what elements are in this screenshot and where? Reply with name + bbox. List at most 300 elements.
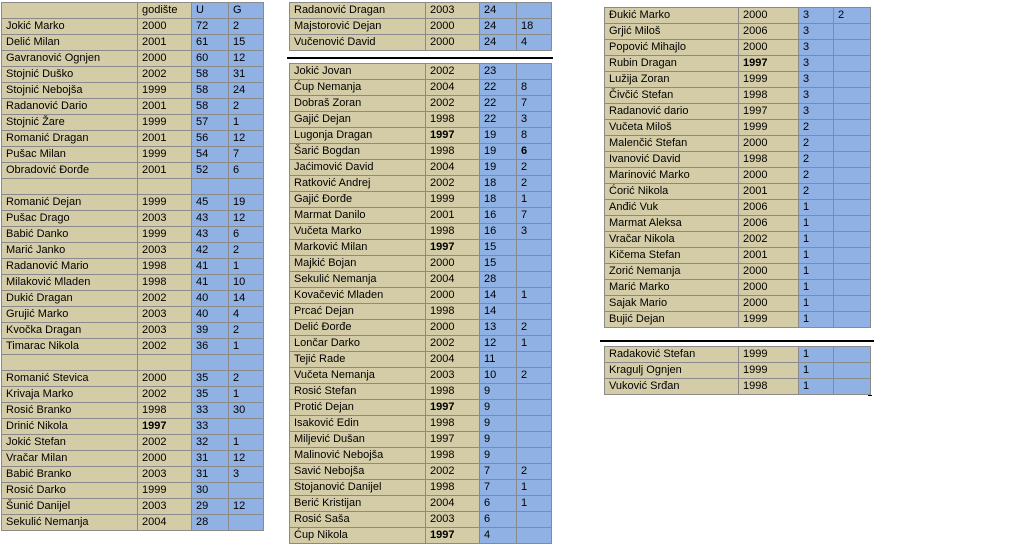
player-year: 2001 (138, 131, 192, 147)
player-name: Popović Mihajlo (605, 40, 739, 56)
player-name: Radanović Dario (2, 99, 138, 115)
player-year: 1998 (426, 144, 480, 160)
table-row (2, 387, 264, 403)
player-g (834, 216, 871, 232)
player-year: 2000 (739, 40, 799, 56)
table-row (290, 96, 552, 112)
player-year: 2004 (138, 515, 192, 531)
player-name: Drinić Nikola (2, 419, 138, 435)
player-g (517, 400, 552, 416)
player-u: 2 (799, 184, 834, 200)
player-name: Malenčić Stefan (605, 136, 739, 152)
player-name (2, 179, 138, 195)
table-col1 (1, 2, 264, 531)
player-g (517, 432, 552, 448)
player-name: Dukić Dragan (2, 291, 138, 307)
player-name: Ivanović David (605, 152, 739, 168)
player-year: 2006 (739, 216, 799, 232)
player-g: 1 (229, 259, 264, 275)
player-name: Delić Đorđe (290, 320, 426, 336)
table-row (605, 72, 871, 88)
player-year: 2000 (426, 288, 480, 304)
player-u: 19 (480, 128, 517, 144)
player-year: 1998 (426, 480, 480, 496)
table-row (290, 224, 552, 240)
player-name: Rosić Stefan (290, 384, 426, 400)
player-year: 1999 (739, 72, 799, 88)
player-g: 7 (229, 147, 264, 163)
table-row (2, 211, 264, 227)
player-u: 3 (799, 104, 834, 120)
player-name: Kvočka Dragan (2, 323, 138, 339)
player-u: 1 (799, 363, 834, 379)
player-g (834, 248, 871, 264)
player-name: Kovačević Mladen (290, 288, 426, 304)
player-u: 2 (799, 120, 834, 136)
player-name: Tejić Rade (290, 352, 426, 368)
table-row (290, 192, 552, 208)
player-year: 2000 (739, 296, 799, 312)
player-u: 1 (799, 347, 834, 363)
player-u: 43 (192, 227, 229, 243)
player-name: Grujić Marko (2, 307, 138, 323)
table-row (290, 256, 552, 272)
player-year: 2000 (138, 19, 192, 35)
player-year: 1998 (426, 112, 480, 128)
table-row (605, 248, 871, 264)
player-g (517, 256, 552, 272)
player-name: Grjić Miloš (605, 24, 739, 40)
table-row (2, 515, 264, 531)
table-row (2, 67, 264, 83)
player-name: Vuković Srđan (605, 379, 739, 395)
table-row (605, 184, 871, 200)
player-name: Kičema Stefan (605, 248, 739, 264)
table-row (605, 200, 871, 216)
player-g: 3 (517, 112, 552, 128)
player-name: Čivčić Stefan (605, 88, 739, 104)
player-name: Ratković Andrej (290, 176, 426, 192)
player-u: 6 (480, 496, 517, 512)
player-g: 1 (517, 480, 552, 496)
player-name: Malinović Nebojša (290, 448, 426, 464)
player-u: 18 (480, 192, 517, 208)
player-u: 40 (192, 307, 229, 323)
player-u: 18 (480, 176, 517, 192)
player-g: 14 (229, 291, 264, 307)
header-g: G (229, 3, 264, 19)
player-name: Radanović Mario (2, 259, 138, 275)
player-g: 2 (517, 176, 552, 192)
player-name: Đukić Marko (605, 8, 739, 24)
player-u: 28 (480, 272, 517, 288)
player-g: 12 (229, 131, 264, 147)
player-u: 24 (480, 19, 517, 35)
player-g: 2 (834, 8, 871, 24)
player-g (229, 483, 264, 499)
player-name: Timarac Nikola (2, 339, 138, 355)
player-name: Majkić Bojan (290, 256, 426, 272)
divider-col3 (600, 340, 874, 342)
player-g: 12 (229, 211, 264, 227)
player-u: 43 (192, 211, 229, 227)
table-col3-bottom (604, 346, 871, 395)
player-name: Babić Danko (2, 227, 138, 243)
player-year: 2002 (739, 232, 799, 248)
player-u: 9 (480, 384, 517, 400)
player-g (834, 104, 871, 120)
table-row (2, 355, 264, 371)
player-g: 2 (229, 243, 264, 259)
player-g: 2 (517, 368, 552, 384)
player-u (192, 179, 229, 195)
player-name: Marković Milan (290, 240, 426, 256)
player-g (834, 72, 871, 88)
table-row (290, 176, 552, 192)
player-year: 2001 (739, 248, 799, 264)
player-year: 1997 (426, 432, 480, 448)
player-u: 33 (192, 403, 229, 419)
table-row (290, 304, 552, 320)
player-u: 72 (192, 19, 229, 35)
table-col2 (289, 63, 552, 544)
player-g: 3 (517, 224, 552, 240)
player-name: Anđić Vuk (605, 200, 739, 216)
table-col3 (604, 7, 871, 328)
player-year: 2004 (426, 496, 480, 512)
player-year: 2003 (138, 243, 192, 259)
player-g (834, 152, 871, 168)
player-name: Gajić Đorđe (290, 192, 426, 208)
player-year: 1999 (426, 192, 480, 208)
player-g (517, 3, 552, 19)
player-name: Stojnić Nebojša (2, 83, 138, 99)
player-name: Radaković Stefan (605, 347, 739, 363)
player-u: 57 (192, 115, 229, 131)
player-g (834, 232, 871, 248)
player-year: 2003 (426, 368, 480, 384)
player-year: 2002 (426, 64, 480, 80)
player-g (834, 40, 871, 56)
player-name: Šarić Bogdan (290, 144, 426, 160)
player-year: 2003 (138, 499, 192, 515)
player-year: 2003 (138, 323, 192, 339)
player-name: Krivaja Marko (2, 387, 138, 403)
player-name: Zorić Nemanja (605, 264, 739, 280)
player-g: 2 (229, 19, 264, 35)
player-g (834, 280, 871, 296)
player-u: 15 (480, 240, 517, 256)
table-row (2, 35, 264, 51)
player-g: 4 (517, 35, 552, 51)
player-year: 2001 (426, 208, 480, 224)
table-row (290, 19, 552, 35)
table-row (605, 379, 871, 395)
player-year: 2001 (138, 35, 192, 51)
player-year: 2002 (138, 291, 192, 307)
table-row (605, 88, 871, 104)
player-name: Stojnić Žare (2, 115, 138, 131)
player-g (517, 512, 552, 528)
table-row (290, 384, 552, 400)
player-name: Vučeta Miloš (605, 120, 739, 136)
player-name: Pušac Milan (2, 147, 138, 163)
player-u: 1 (799, 379, 834, 395)
player-g (517, 304, 552, 320)
player-name: Jokić Marko (2, 19, 138, 35)
player-u: 6 (480, 512, 517, 528)
player-u: 58 (192, 83, 229, 99)
player-u (192, 355, 229, 371)
player-u: 56 (192, 131, 229, 147)
player-u: 9 (480, 416, 517, 432)
player-name: Rosić Saša (290, 512, 426, 528)
table-row (2, 163, 264, 179)
table-row (290, 496, 552, 512)
table-row (605, 136, 871, 152)
player-name: Kragulj Ognjen (605, 363, 739, 379)
table-row (290, 80, 552, 96)
player-year: 2000 (426, 320, 480, 336)
player-g: 1 (229, 435, 264, 451)
player-g: 2 (517, 464, 552, 480)
player-year: 1999 (739, 312, 799, 328)
player-year: 2003 (426, 512, 480, 528)
table-row (605, 296, 871, 312)
player-name: Rosić Darko (2, 483, 138, 499)
player-year (138, 355, 192, 371)
table-row (2, 227, 264, 243)
player-year: 2000 (739, 280, 799, 296)
player-g: 2 (517, 160, 552, 176)
player-year: 2006 (739, 24, 799, 40)
player-u: 58 (192, 99, 229, 115)
player-g: 8 (517, 128, 552, 144)
player-name: Isaković Edin (290, 416, 426, 432)
player-name (2, 355, 138, 371)
table-row (605, 264, 871, 280)
header-year: godište (138, 3, 192, 19)
player-u: 24 (480, 35, 517, 51)
player-name: Gajić Dejan (290, 112, 426, 128)
player-g: 31 (229, 67, 264, 83)
player-g: 18 (517, 19, 552, 35)
player-year: 1999 (739, 347, 799, 363)
player-year: 2002 (138, 387, 192, 403)
player-u: 15 (480, 256, 517, 272)
table-row (605, 24, 871, 40)
table-row (290, 480, 552, 496)
table-row (2, 195, 264, 211)
player-u: 1 (799, 296, 834, 312)
player-u: 22 (480, 80, 517, 96)
table-row (290, 352, 552, 368)
table-row (2, 131, 264, 147)
player-year (138, 179, 192, 195)
player-name: Radanović Dragan (290, 3, 426, 19)
player-u: 1 (799, 200, 834, 216)
table-row (290, 128, 552, 144)
player-u: 2 (799, 168, 834, 184)
player-year: 1997 (426, 240, 480, 256)
player-u: 3 (799, 8, 834, 24)
player-u: 35 (192, 371, 229, 387)
player-g: 7 (517, 208, 552, 224)
player-g: 1 (229, 387, 264, 403)
player-name: Majstorović Dejan (290, 19, 426, 35)
player-name: Obradović Đorđe (2, 163, 138, 179)
player-u: 1 (799, 232, 834, 248)
player-u: 30 (192, 483, 229, 499)
player-u: 3 (799, 88, 834, 104)
player-year: 2002 (426, 96, 480, 112)
player-g (834, 56, 871, 72)
player-g: 24 (229, 83, 264, 99)
player-name: Bujić Dejan (605, 312, 739, 328)
player-g: 6 (517, 144, 552, 160)
table-row (605, 168, 871, 184)
player-year: 1998 (739, 88, 799, 104)
player-year: 2000 (739, 136, 799, 152)
player-name: Romanić Dragan (2, 131, 138, 147)
player-name: Vučeta Nemanja (290, 368, 426, 384)
player-year: 2002 (426, 464, 480, 480)
player-year: 1997 (426, 528, 480, 544)
table-row (2, 275, 264, 291)
player-g: 1 (229, 339, 264, 355)
player-u: 16 (480, 224, 517, 240)
table-row (290, 272, 552, 288)
table-row (2, 115, 264, 131)
player-name: Lugonja Dragan (290, 128, 426, 144)
player-year: 1999 (138, 195, 192, 211)
table-row (290, 64, 552, 80)
player-name: Stojnić Duško (2, 67, 138, 83)
player-year: 2004 (426, 272, 480, 288)
player-u: 24 (480, 3, 517, 19)
table-row (2, 499, 264, 515)
player-g (834, 379, 871, 395)
player-name: Sajak Mario (605, 296, 739, 312)
table-row (605, 104, 871, 120)
player-name: Lončar Darko (290, 336, 426, 352)
player-name: Vračar Nikola (605, 232, 739, 248)
player-year: 1998 (426, 304, 480, 320)
player-name: Jaćimović David (290, 160, 426, 176)
player-year: 1997 (138, 419, 192, 435)
player-g: 8 (517, 80, 552, 96)
player-g: 19 (229, 195, 264, 211)
player-u: 9 (480, 432, 517, 448)
player-g: 2 (229, 99, 264, 115)
player-g: 4 (229, 307, 264, 323)
player-g (517, 352, 552, 368)
player-name: Jokić Jovan (290, 64, 426, 80)
player-g (834, 24, 871, 40)
player-g (834, 312, 871, 328)
player-g: 1 (517, 192, 552, 208)
player-name: Radanović dario (605, 104, 739, 120)
player-u: 2 (799, 136, 834, 152)
player-year: 1998 (426, 448, 480, 464)
player-year: 1998 (138, 275, 192, 291)
table-row (2, 179, 264, 195)
table-row (290, 368, 552, 384)
player-u: 12 (480, 336, 517, 352)
player-name: Marić Janko (2, 243, 138, 259)
player-name: Romanić Dejan (2, 195, 138, 211)
table-row (290, 144, 552, 160)
player-year: 1999 (138, 227, 192, 243)
table-row (2, 483, 264, 499)
player-g: 6 (229, 163, 264, 179)
table-row (605, 152, 871, 168)
player-g: 12 (229, 451, 264, 467)
table-row (605, 216, 871, 232)
player-name: Berić Kristijan (290, 496, 426, 512)
player-g (834, 184, 871, 200)
table-row (290, 160, 552, 176)
player-g (229, 355, 264, 371)
player-year: 2002 (138, 435, 192, 451)
player-year: 1999 (739, 120, 799, 136)
player-year: 2000 (138, 451, 192, 467)
player-name: Vučeta Marko (290, 224, 426, 240)
player-g: 12 (229, 499, 264, 515)
player-name: Romanić Stevica (2, 371, 138, 387)
player-name: Vučenović David (290, 35, 426, 51)
player-u: 7 (480, 480, 517, 496)
table-row (290, 528, 552, 544)
player-year: 2006 (739, 200, 799, 216)
player-name: Ćorić Nikola (605, 184, 739, 200)
player-g (834, 88, 871, 104)
player-u: 28 (192, 515, 229, 531)
player-name: Rosić Branko (2, 403, 138, 419)
player-u: 33 (192, 419, 229, 435)
player-u: 61 (192, 35, 229, 51)
player-u: 42 (192, 243, 229, 259)
player-name: Lužija Zoran (605, 72, 739, 88)
header-name (2, 3, 138, 19)
table-row (290, 416, 552, 432)
player-g: 3 (229, 467, 264, 483)
player-year: 2000 (426, 35, 480, 51)
player-u: 19 (480, 160, 517, 176)
player-g: 15 (229, 35, 264, 51)
table-row (2, 323, 264, 339)
player-year: 2003 (138, 467, 192, 483)
player-year: 2000 (426, 256, 480, 272)
header-u: U (192, 3, 229, 19)
table-row (290, 448, 552, 464)
player-u: 41 (192, 259, 229, 275)
player-year: 2002 (426, 336, 480, 352)
table-row (2, 403, 264, 419)
player-name: Pušac Drago (2, 211, 138, 227)
player-year: 1998 (138, 259, 192, 275)
table-row (290, 35, 552, 51)
player-u: 31 (192, 467, 229, 483)
table-row (605, 347, 871, 363)
player-u: 3 (799, 72, 834, 88)
table-row (290, 240, 552, 256)
player-year: 1999 (138, 147, 192, 163)
player-g (834, 200, 871, 216)
table-row (605, 8, 871, 24)
table-row (2, 243, 264, 259)
table-row (290, 336, 552, 352)
